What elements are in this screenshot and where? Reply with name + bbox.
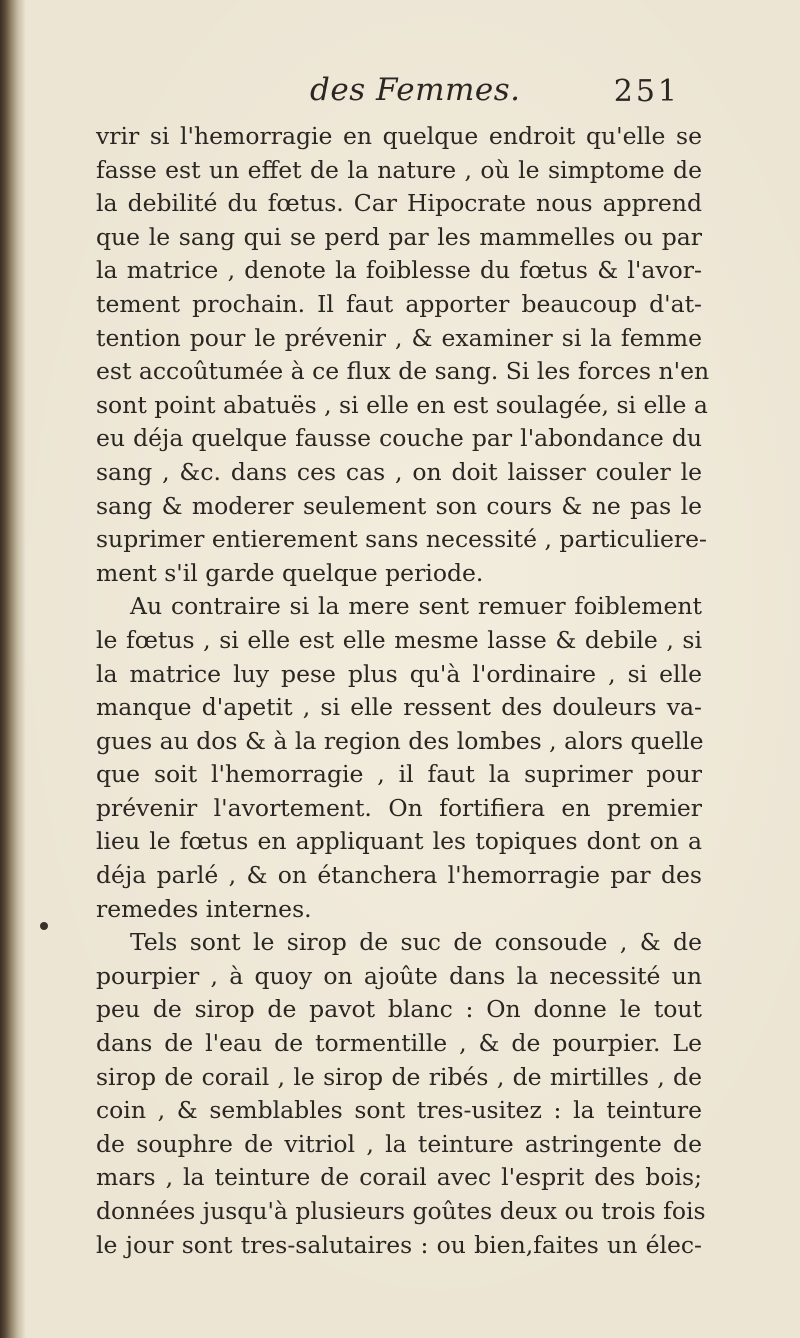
text-line: Au contraire si la mere sent remuer foiblement — [130, 592, 702, 621]
text-line: suprimer entierement sans necessité , particuliere- — [96, 525, 707, 554]
text-line: Tels sont le sirop de suc de consoude , & de — [130, 928, 702, 957]
text-line: que soit l'hemorragie , il faut la suprimer pour — [96, 760, 702, 789]
text-line: remedes internes. — [96, 894, 312, 923]
running-title: des Femmes. — [310, 72, 521, 108]
text-line: manque d'apetit , si elle ressent des douleurs va- — [96, 693, 702, 722]
text-line: sang & moderer seulement son cours & ne pas le — [96, 491, 702, 520]
text-line: tement prochain. Il faut apporter beaucoup d'at- — [96, 289, 702, 318]
text-line: sirop de corail , le sirop de ribés , de mirtilles , de — [96, 1062, 702, 1091]
text-line: sont point abatuës , si elle en est soulagée, si elle a — [96, 390, 708, 419]
text-line: déja parlé , & on étanchera l'hemorragie par des — [96, 861, 702, 890]
text-line: que le sang qui se perd par les mammelles ou par — [96, 222, 702, 251]
text-line: gues au dos & à la region des lombes , alors quelle — [96, 726, 704, 755]
text-line: la debilité du fœtus. Car Hipocrate nous apprend — [96, 189, 702, 218]
text-line: prévenir l'avortement. On fortifiera en premier — [96, 793, 702, 822]
text-line: données jusqu'à plusieurs goûtes deux ou trois fois — [96, 1197, 706, 1225]
text-line: lieu le fœtus en appliquant les topiques dont on a — [96, 827, 702, 856]
text-line: vrir si l'hemorragie en quelque endroit qu'elle se — [96, 122, 702, 150]
text-line: le fœtus , si elle est elle mesme lasse & debile , si — [96, 625, 702, 654]
text-line: dans de l'eau de tormentille , & de pourpier. Le — [96, 1029, 702, 1058]
page-gutter-shadow — [0, 0, 26, 1338]
text-body — [96, 120, 710, 1262]
text-line: pourpier , à quoy on ajoûte dans la necessité un — [96, 961, 702, 990]
text-line: ment s'il garde quelque periode. — [96, 558, 484, 587]
ink-speck — [40, 922, 48, 930]
text-line: mars , la teinture de corail avec l'esprit des bois; — [96, 1163, 702, 1192]
text-line: coin , & semblables sont tres-usitez : la teinture — [96, 1096, 702, 1125]
text-line: le jour sont tres-salutaires : ou bien,faites un élec- — [96, 1230, 702, 1259]
text-line: est accoûtumée à ce flux de sang. Si les forces n'en — [96, 357, 710, 386]
text-line: sang , &c. dans ces cas , on doit laisser couler le — [96, 457, 702, 486]
text-line: eu déja quelque fausse couche par l'abondance du — [96, 424, 702, 453]
page-number: 251 — [613, 74, 680, 109]
text-line: tention pour le prévenir , & examiner si la femme — [96, 323, 702, 352]
text-line: la matrice luy pese plus qu'à l'ordinaire , si elle — [96, 659, 702, 688]
text-line: la matrice , denote la foiblesse du fœtus & l'avor- — [96, 256, 702, 285]
text-line: fasse est un effet de la nature , où le simptome de — [96, 155, 702, 184]
page-header — [120, 72, 680, 112]
text-line: peu de sirop de pavot blanc : On donne le tout — [96, 995, 702, 1024]
text-line: de souphre de vitriol , la teinture astringente de — [96, 1129, 702, 1158]
